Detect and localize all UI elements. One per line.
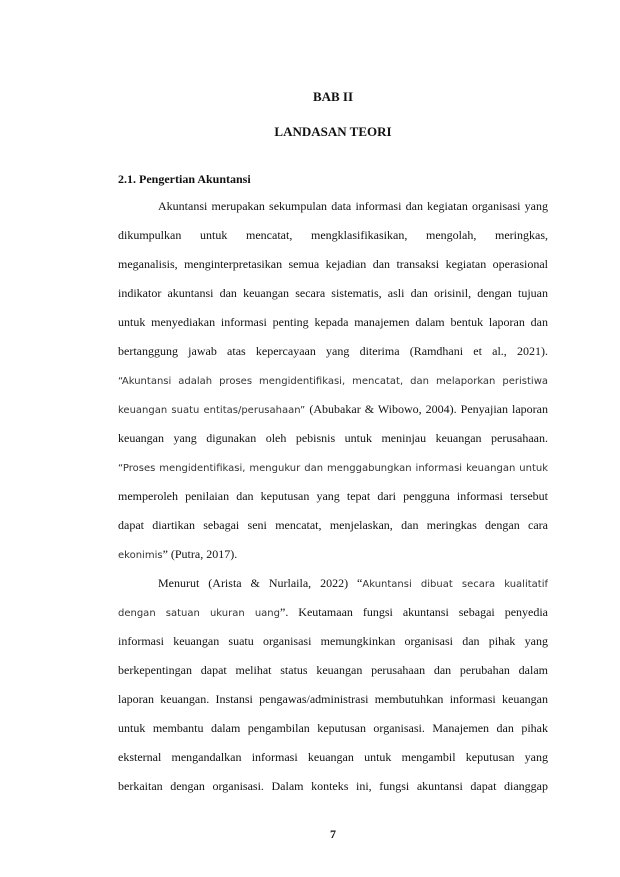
- text-segment: untuk membantu dalam pengambilan keputusan organisasi. Manajemen dan pihak: [118, 721, 548, 735]
- paragraph-line: [118, 779, 548, 793]
- chapter-title: LANDASAN TEORI: [274, 124, 392, 139]
- paragraph-line: [158, 576, 548, 590]
- text-segment: ” (Putra, 2017).: [162, 547, 238, 561]
- text-segment: dikumpulkan untuk mencatat, mengklasifikasikan, mengolah, meringkas,: [118, 228, 548, 242]
- paragraph-line: [118, 344, 548, 358]
- paragraph-line: [118, 431, 548, 445]
- text-segment: Menurut (Arista & Nurlaila, 2022) “: [158, 576, 363, 590]
- paragraph-line: [118, 634, 548, 648]
- paragraph-line: [118, 547, 548, 561]
- paragraph-line: [118, 750, 548, 764]
- paragraph-line: [118, 286, 548, 300]
- text-segment: informasi keuangan suatu organisasi memungkinkan organisasi dan pihak yang: [118, 634, 548, 648]
- paragraph-line: [118, 228, 548, 242]
- text-segment: untuk menyediakan informasi penting kepada manajemen dalam bentuk laporan dan: [118, 315, 548, 329]
- text-segment: bertanggung jawab atas kepercayaan yang diterima (Ramdhani et al., 2021).: [118, 344, 548, 358]
- text-segment: Akuntansi merupakan sekumpulan data informasi dan kegiatan organisasi yang: [158, 199, 548, 213]
- quoted-text: “Proses mengidentifikasi, mengukur dan menggabungkan informasi keuangan untuk: [118, 463, 548, 474]
- paragraph-line: [118, 257, 548, 271]
- paragraph-line: [118, 721, 548, 735]
- page-number: 7: [330, 827, 336, 841]
- text-segment: berkaitan dengan organisasi. Dalam konteks ini, fungsi akuntansi dapat dianggap: [118, 779, 548, 793]
- text-segment: keuangan yang digunakan oleh pebisnis untuk meninjau keuangan perusahaan.: [118, 431, 548, 445]
- quoted-text: “Akuntansi adalah proses mengidentifikasi, mencatat, dan melaporkan peristiwa: [118, 376, 548, 387]
- text-segment: indikator akuntansi dan keuangan secara sistematis, asli dan orisinil, dengan tujuan: [118, 286, 548, 300]
- quoted-text: dengan satuan ukuran uang: [118, 608, 280, 619]
- paragraph-line: [118, 373, 548, 387]
- paragraph-line: [118, 663, 548, 677]
- paragraph-line: [118, 692, 548, 706]
- text-segment: memperoleh penilaian dan keputusan yang tepat dari pengguna informasi tersebut: [118, 489, 548, 503]
- paragraph-line: [118, 518, 548, 532]
- text-segment: berkepentingan dapat melihat status keuangan perusahaan dan perubahan dalam: [118, 663, 548, 677]
- quoted-text: ekonimis: [118, 550, 163, 561]
- quoted-text: keuangan suatu entitas/perusahaan”: [118, 405, 310, 416]
- text-segment: (Abubakar & Wibowo, 2004). Penyajian laporan: [309, 402, 548, 416]
- paragraph-line: [118, 402, 548, 416]
- paragraph-line: [118, 315, 548, 329]
- section-heading: 2.1. Pengertian Akuntansi: [118, 172, 251, 186]
- paragraph-line: [118, 489, 548, 503]
- text-segment: meganalisis, menginterpretasikan semua kejadian dan transaksi kegiatan operasional: [118, 257, 548, 271]
- text-segment: dapat diartikan sebagai seni mencatat, menjelaskan, dan meringkas dengan cara: [118, 518, 548, 532]
- text-segment: laporan keuangan. Instansi pengawas/administrasi membutuhkan informasi keuangan: [118, 692, 548, 706]
- paragraph-line: [158, 199, 548, 213]
- chapter-number: BAB II: [312, 89, 354, 104]
- text-segment: ”. Keutamaan fungsi akuntansi sebagai penyedia: [280, 605, 548, 619]
- paragraph-line: [118, 605, 548, 619]
- quoted-text: Akuntansi dibuat secara kualitatif: [362, 579, 548, 590]
- text-segment: eksternal mengandalkan informasi keuangan untuk mengambil keputusan yang: [118, 750, 548, 764]
- paragraph-line: [118, 460, 548, 474]
